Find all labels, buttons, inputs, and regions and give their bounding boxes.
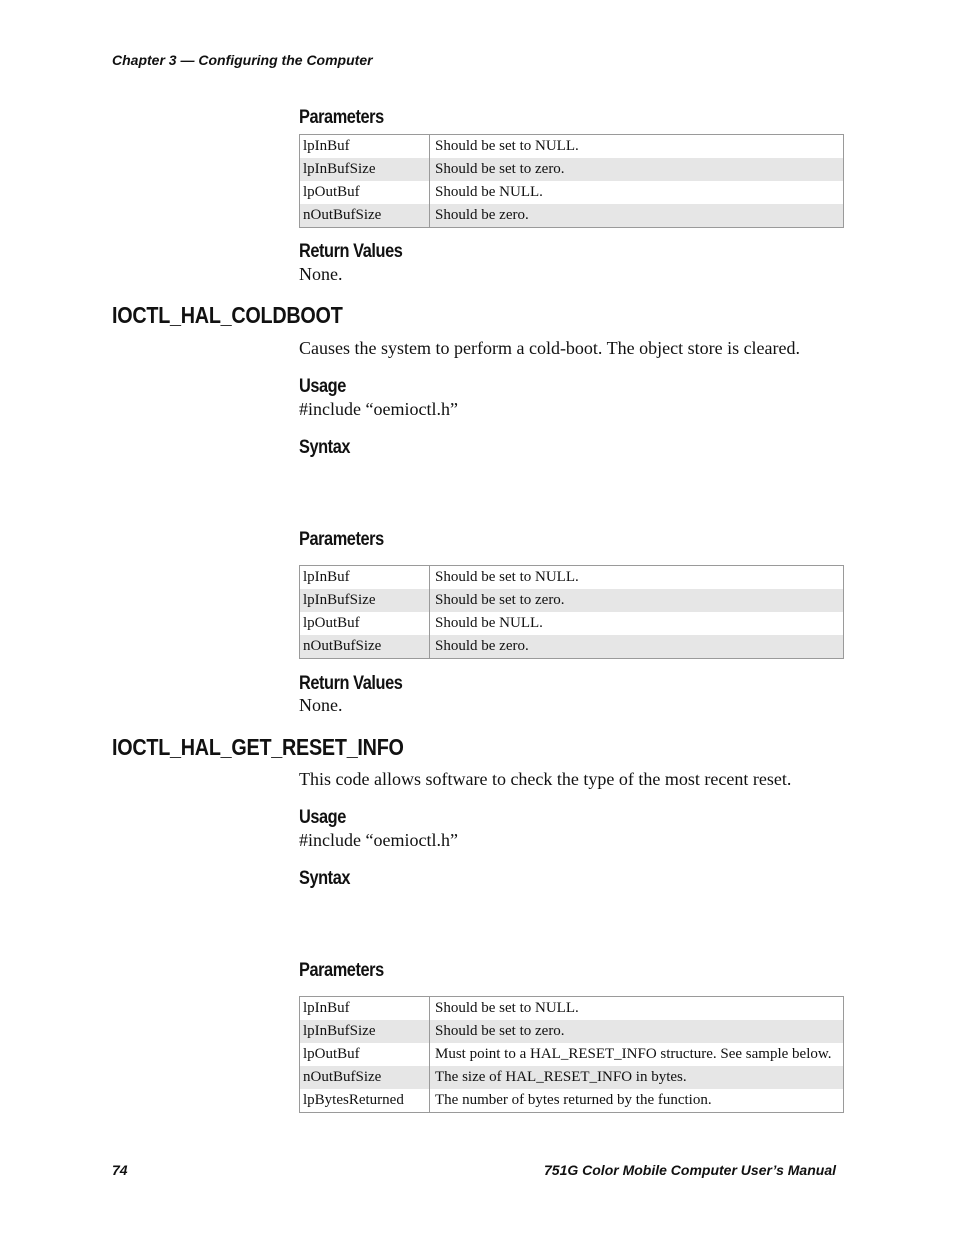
param-description: The number of bytes returned by the function. [435, 1092, 712, 1108]
table-row [300, 1089, 844, 1113]
param-name: lpInBuf [300, 135, 430, 159]
param-name: nOutBufSize [300, 204, 430, 228]
param-description: Should be zero. [430, 635, 844, 659]
table-row [300, 204, 844, 228]
parameters-table [299, 996, 844, 1113]
table-row [300, 635, 844, 659]
table-row [300, 158, 844, 181]
return-values-heading: Return Values [299, 673, 403, 694]
param-name: lpOutBuf [300, 612, 430, 635]
table-row [300, 589, 844, 612]
parameters-table [299, 565, 844, 659]
table-row [300, 566, 844, 590]
table-row [300, 612, 844, 635]
param-name: nOutBufSize [300, 635, 430, 659]
table-row [300, 181, 844, 204]
param-name: lpInBufSize [300, 158, 430, 181]
return-values-heading: Return Values [299, 241, 403, 262]
param-description: The size of HAL_RESET_INFO in bytes. [430, 1066, 844, 1089]
return-values-text: None. [299, 695, 343, 715]
parameters-heading: Parameters [299, 529, 384, 550]
usage-text: #include “oemioctl.h” [299, 830, 458, 850]
param-description: Should be set to zero. [430, 589, 844, 612]
param-description: Should be zero. [430, 204, 844, 228]
param-description: Should be NULL. [435, 615, 543, 631]
running-head: Chapter 3 — Configuring the Computer [112, 52, 373, 68]
param-description: Should be NULL. [435, 184, 543, 200]
param-name: lpInBufSize [300, 1020, 430, 1043]
syntax-heading: Syntax [299, 868, 351, 889]
param-description: Must point to a HAL_RESET_INFO structure. See sample below. [435, 1046, 832, 1062]
section-description: Causes the system to perform a cold-boot. The object store is cleared. [299, 338, 801, 358]
param-name: lpInBuf [300, 566, 430, 590]
table-row [300, 997, 844, 1021]
param-description: Should be set to zero. [430, 158, 844, 181]
table-row [300, 1020, 844, 1043]
param-name: lpInBufSize [300, 589, 430, 612]
param-name: lpOutBuf [300, 181, 430, 204]
param-name: lpOutBuf [300, 1043, 430, 1066]
table-row [300, 1043, 844, 1066]
table-row [300, 135, 844, 159]
return-values-text: None. [299, 264, 343, 284]
parameters-heading: Parameters [299, 960, 384, 981]
page-number: 74 [112, 1162, 128, 1178]
table-row [300, 1066, 844, 1089]
param-description: Should be set to zero. [430, 1020, 844, 1043]
param-name: lpBytesReturned [300, 1089, 430, 1113]
section-title-get-reset-info: IOCTL_HAL_GET_RESET_INFO [112, 734, 404, 760]
syntax-heading: Syntax [299, 437, 351, 458]
usage-heading: Usage [299, 376, 346, 397]
section-description: This code allows software to check the type of the most recent reset. [299, 769, 792, 789]
usage-text: #include “oemioctl.h” [299, 399, 458, 419]
param-description: Should be set to NULL. [435, 138, 579, 154]
param-description: Should be set to NULL. [435, 1000, 579, 1016]
param-description: Should be set to NULL. [435, 569, 579, 585]
usage-heading: Usage [299, 807, 346, 828]
param-name: nOutBufSize [300, 1066, 430, 1089]
manual-title: 751G Color Mobile Computer User’s Manual [544, 1162, 836, 1178]
section-title-coldboot: IOCTL_HAL_COLDBOOT [112, 302, 343, 328]
parameters-heading: Parameters [299, 107, 384, 128]
param-name: lpInBuf [300, 997, 430, 1021]
parameters-table [299, 134, 844, 228]
